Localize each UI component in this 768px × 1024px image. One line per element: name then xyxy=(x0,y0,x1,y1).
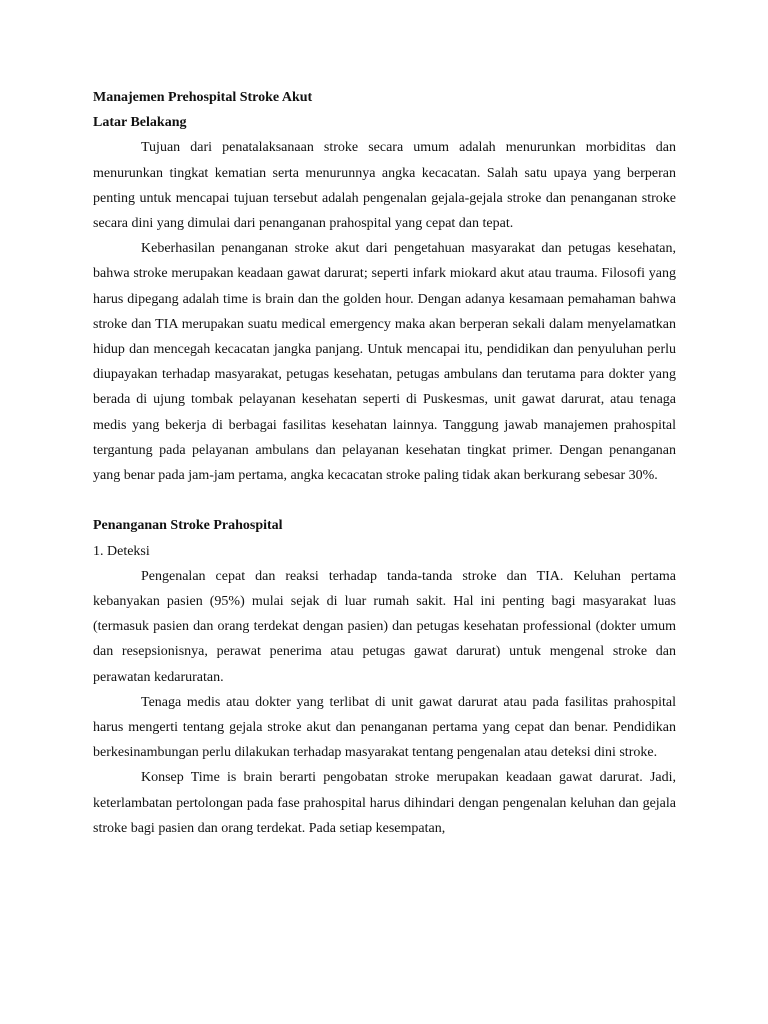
paragraph: Pengenalan cepat dan reaksi terhadap tanda-tanda stroke dan TIA. Keluhan pertama kebanyakan pasien (95%) mulai sejak di luar rumah sakit. Hal ini penting bagi masyarakat luas (termasuk pasien dan orang terdekat dengan pasien) dan petugas kesehatan professional (dokter umum dan resepsionisnya, perawat penerima atau petugas gawat darurat) untuk mengenal stroke dan perawatan kedaruratan. xyxy=(93,568,676,685)
section-heading-penanganan: Penanganan Stroke Prahospital xyxy=(93,518,283,534)
subheading-deteksi: 1. Deteksi xyxy=(93,543,150,559)
paragraph: Keberhasilan penanganan stroke akut dari pengetahuan masyarakat dan petugas kesehatan, bahwa stroke merupakan keadaan gawat darurat; seperti infark miokard akut atau trauma. Filosofi yang harus dipegang adalah time is brain dan the golden hour. Dengan adanya kesamaan pemahaman bahwa stroke dan TIA merupakan suatu medical emergency maka akan berperan sekali dalam menyelamatkan hidup dan mencegah kecacatan jangka panjang. Untuk mencapai itu, pendidikan dan penyuluhan perlu diupayakan terhadap masyarakat, petugas kesehatan, petugas ambulans dan terutama para dokter yang berada di ujung tombak pelayanan kesehatan seperti di Puskesmas, unit gawat darurat, atau tenaga medis yang bekerja di berbagai fasilitas kesehatan lainnya. Tanggung jawab manajemen prahospital tergantung pada pelayanan ambulans dan pelayanan kesehatan tingkat primer. Dengan penanganan yang benar pada jam-jam pertama, angka kecacatan stroke paling tidak akan berkurang sebesar 30%. xyxy=(93,241,676,484)
section-heading-latar-belakang: Latar Belakang xyxy=(93,115,187,131)
document-title: Manajemen Prehospital Stroke Akut xyxy=(93,90,313,105)
paragraph: Konsep Time is brain berarti pengobatan stroke merupakan keadaan gawat darurat. Jadi, keterlambatan pertolongan pada fase prahospital harus dihindari dengan pengenalan keluhan dan gejala stroke bagi pasien dan orang terdekat. Pada setiap kesempatan, xyxy=(93,770,676,836)
paragraph: Tujuan dari penatalaksanaan stroke secara umum adalah menurunkan morbiditas dan menurunkan tingkat kematian serta menurunnya angka kecacatan. Salah satu upaya yang berperan penting untuk mencapai tujuan tersebut adalah pengenalan gejala-gejala stroke dan penanganan stroke secara dini yang dimulai dari penanganan prahospital yang cepat dan tepat. xyxy=(93,140,676,232)
section-spacer xyxy=(93,488,676,513)
paragraph: Tenaga medis atau dokter yang terlibat di unit gawat darurat atau pada fasilitas prahospital harus mengerti tentang gejala stroke akut dan penanganan pertama yang cepat dan benar. Pendidikan berkesinambungan perlu dilakukan terhadap masyarakat tentang pengenalan atau deteksi dini stroke. xyxy=(93,694,676,761)
